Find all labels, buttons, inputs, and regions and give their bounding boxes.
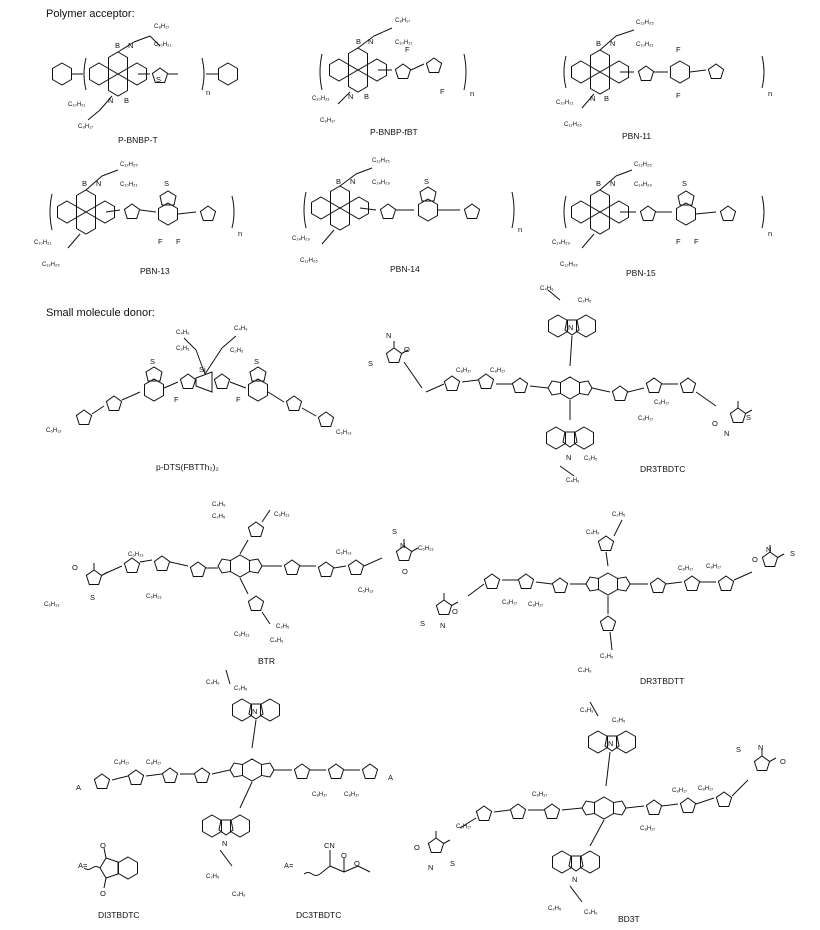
substituent-label: C₆H₁₃ xyxy=(336,550,352,556)
substituent-label: C₂H₅ xyxy=(612,512,626,518)
substituent-label: C₁₀H₂₁ xyxy=(68,102,86,108)
structure-p-bnbp-fbt xyxy=(312,18,474,137)
substituent-label: C₈H₁₇ xyxy=(678,566,694,572)
substituent-label: C₄H₉ xyxy=(232,892,246,898)
substituent-label: C₁₄H₂₉ xyxy=(372,180,390,186)
substituent-label: C₄H₉ xyxy=(212,502,226,508)
atom-label: B xyxy=(115,41,121,50)
substituent-label: C₂H₅ xyxy=(600,654,614,660)
atom-label: N xyxy=(758,743,764,752)
substituent-label: C₄H₉ xyxy=(270,638,284,644)
atom-label: N xyxy=(348,92,354,101)
substituent-label: C₆H₁₃ xyxy=(274,512,290,518)
substituent-label: C₈H₁₇ xyxy=(320,118,336,124)
substituent-label: C₁₂H₂₅ xyxy=(634,162,652,168)
substituent-label: C₈H₁₇ xyxy=(638,416,654,422)
substituent-label: C₁₀H₂₁ xyxy=(395,40,413,46)
atom-label: F xyxy=(236,395,241,404)
substituent-label: C₁₀H₂₁ xyxy=(34,240,52,246)
atom-label: S xyxy=(736,745,742,754)
compound-label-dr3tbdtt: DR3TBDTT xyxy=(640,676,685,686)
atom-label: A xyxy=(76,783,82,792)
atom-label: S xyxy=(150,357,156,366)
atom-label: N xyxy=(128,41,134,50)
atom-label: O xyxy=(414,843,420,852)
section-title-small-molecule: Small molecule donor: xyxy=(46,307,155,319)
atom-label: N xyxy=(572,875,578,884)
substituent-label: C₈H₁₇ xyxy=(528,602,544,608)
a-equals-label: A= xyxy=(284,861,294,870)
atom-label: F xyxy=(676,237,681,246)
atom-label: S xyxy=(682,179,688,188)
substituent-label: C₄H₉ xyxy=(580,708,594,714)
substituent-label: C₂H₅ xyxy=(612,718,626,724)
atom-label: N xyxy=(400,541,406,550)
atom-label: N xyxy=(608,739,614,748)
compound-label-pbn-14: PBN-14 xyxy=(390,264,420,274)
substituent-label: C₁₂H₂₅ xyxy=(42,262,60,268)
atom-label: F xyxy=(174,395,179,404)
substituent-label: C₁₂H₂₅ xyxy=(564,122,582,128)
compound-label-p-bnbp-fbt: P-BNBP-fBT xyxy=(370,127,418,137)
atom-label: S xyxy=(90,593,96,602)
atom-label: O xyxy=(780,757,786,766)
substituent-label: C₂H₅ xyxy=(230,348,244,354)
atom-label: F xyxy=(694,237,699,246)
substituent-label: C₁₂H₂₅ xyxy=(120,162,138,168)
substituent-label: C₄H₉ xyxy=(578,668,592,674)
structure-p-dts-fbtth2-2 xyxy=(46,326,352,472)
substituent-label: C₈H₁₇ xyxy=(456,824,472,830)
structure-btr xyxy=(44,502,434,666)
atom-label: O xyxy=(402,567,408,576)
substituent-label: C₈H₁₇ xyxy=(502,600,518,606)
atom-label: n xyxy=(206,88,211,97)
atom-label: N xyxy=(724,429,730,438)
atom-label: N xyxy=(440,621,446,630)
atom-label: N xyxy=(252,707,258,716)
structure-di3tbdtc xyxy=(76,670,393,920)
atom-label: S xyxy=(392,527,398,536)
atom-label: S xyxy=(156,75,162,84)
section-title-polymer: Polymer acceptor: xyxy=(46,8,135,20)
substituent-label: C₆H₁₃ xyxy=(358,588,374,594)
atom-label: S xyxy=(368,359,374,368)
atom-label: B xyxy=(356,37,362,46)
substituent-label: C₈H₁₇ xyxy=(312,792,328,798)
substituent-label: C₈H₁₇ xyxy=(698,786,714,792)
atom-label: N xyxy=(610,179,616,188)
substituent-label: C₆H₁₃ xyxy=(44,602,60,608)
structure-pbn-14 xyxy=(292,158,522,274)
substituent-label: C₈H₁₇ xyxy=(640,826,656,832)
atom-label: O xyxy=(712,419,718,428)
atom-label: O xyxy=(452,607,458,616)
atom-label: n xyxy=(238,229,243,238)
structure-pbn-15 xyxy=(552,162,772,278)
substituent-label: C₁₄H₂₉ xyxy=(552,240,570,246)
substituent-label: C₈H₁₇ xyxy=(672,788,688,794)
substituent-label: C₁₄H₂₉ xyxy=(292,236,310,242)
atom-label: B xyxy=(596,39,602,48)
atom-label: n xyxy=(768,229,773,238)
structure-dr3tbdtt xyxy=(420,512,795,686)
substituent-label: C₄H₉ xyxy=(540,286,554,292)
atom-label: O xyxy=(354,859,360,868)
substituent-label: C₁₂H₂₅ xyxy=(560,262,578,268)
substituent-label: C₄H₉ xyxy=(206,680,220,686)
atom-label: n xyxy=(768,89,773,98)
substituent-label: C₄H₉ xyxy=(566,478,580,484)
atom-label: B xyxy=(124,96,130,105)
substituent-label: C₁₂H₂₅ xyxy=(636,20,654,26)
atom-label: B xyxy=(82,179,88,188)
structure-bd3t xyxy=(414,702,786,924)
atom-label: S xyxy=(450,859,456,868)
substituent-label: C₆H₁₃ xyxy=(234,632,250,638)
structure-p-bnbp-t xyxy=(53,24,238,145)
compound-label-p-bnbp-t: P-BNBP-T xyxy=(118,135,158,145)
atom-label: S xyxy=(746,413,752,422)
atom-label: O xyxy=(72,563,78,572)
atom-label: B xyxy=(336,177,342,186)
atom-label: N xyxy=(590,94,596,103)
a-equals-label: A= xyxy=(78,861,88,870)
compound-label-dr3tbdtc: DR3TBDTC xyxy=(640,464,686,474)
substituent-label: C₈H₁₇ xyxy=(456,368,472,374)
substituent-label: C₄H₉ xyxy=(176,330,190,336)
substituent-label: C₂H₅ xyxy=(212,514,226,520)
substituent-label: C₈H₁₇ xyxy=(154,24,170,30)
substituent-label: C₁₂H₂₅ xyxy=(300,258,318,264)
substituent-label: C₆H₁₃ xyxy=(46,428,62,434)
substituent-label: C₈H₁₇ xyxy=(706,564,722,570)
atom-label: N xyxy=(96,179,102,188)
substituent-label: C₆H₁₃ xyxy=(128,552,144,558)
atom-label: N xyxy=(566,453,572,462)
substituent-label: C₈H₁₇ xyxy=(114,760,130,766)
substituent-label: C₂H₅ xyxy=(584,456,598,462)
atom-label: N xyxy=(766,545,772,554)
atom-label: O xyxy=(341,851,347,860)
substituent-label: C₈H₁₇ xyxy=(532,792,548,798)
atom-label: Si xyxy=(199,365,206,374)
substituent-label: C₆H₁₃ xyxy=(146,594,162,600)
substituent-label: C₁₀H₂₁ xyxy=(556,100,574,106)
substituent-label: C₁₀H₂₁ xyxy=(120,182,138,188)
substituent-label: C₈H₁₇ xyxy=(395,18,411,24)
atom-label: O xyxy=(100,889,106,898)
atom-label: S xyxy=(164,179,170,188)
atom-label: N xyxy=(368,37,374,46)
substituent-label: C₄H₉ xyxy=(586,530,600,536)
structure-pbn-11 xyxy=(556,20,772,141)
atom-label: N xyxy=(108,96,114,105)
atom-label: B xyxy=(596,179,602,188)
atom-label: O xyxy=(752,555,758,564)
compound-label-di3tbdtc: DI3TBDTC xyxy=(98,910,140,920)
atom-label: O xyxy=(404,345,410,354)
atom-label: N xyxy=(610,39,616,48)
substituent-label: C₁₀H₂₁ xyxy=(312,96,330,102)
compound-label-bd3t: BD3T xyxy=(618,914,640,924)
atom-label: n xyxy=(518,225,523,234)
atom-label: S xyxy=(420,619,426,628)
substituent-label: C₈H₁₇ xyxy=(146,760,162,766)
atom-label: CN xyxy=(324,841,335,850)
substituent-label: C₈H₁₇ xyxy=(654,400,670,406)
substituent-label: C₂H₅ xyxy=(176,346,190,352)
atom-label: B xyxy=(364,92,370,101)
substituent-label: C₆H₁₃ xyxy=(418,546,434,552)
structure-dr3tbdtc xyxy=(368,286,752,484)
atom-label: A xyxy=(388,773,394,782)
substituent-label: C₂H₅ xyxy=(206,874,220,880)
substituent-label: C₂H₅ xyxy=(548,906,562,912)
substituent-label: C₄H₉ xyxy=(584,910,598,916)
atom-label: N xyxy=(428,863,434,872)
compound-label-p-dts: p-DTS(FBTTh₂)₂ xyxy=(156,462,219,472)
compound-label-dc3tbdtc: DC3TBDTC xyxy=(296,910,342,920)
structure-pbn-13 xyxy=(34,162,242,276)
atom-label: B xyxy=(604,94,610,103)
substituent-label: C₈H₁₇ xyxy=(344,792,360,798)
atom-label: S xyxy=(424,177,430,186)
atom-label: F xyxy=(405,45,410,54)
atom-label: N xyxy=(568,323,574,332)
substituent-label: C₁₀H₂₁ xyxy=(154,42,172,48)
atom-label: F xyxy=(176,237,181,246)
atom-label: F xyxy=(676,91,681,100)
atom-label: F xyxy=(158,237,163,246)
atom-label: n xyxy=(470,89,475,98)
compound-label-pbn-15: PBN-15 xyxy=(626,268,656,278)
substituent-label: C₁₂H₂₅ xyxy=(372,158,390,164)
compound-label-pbn-11: PBN-11 xyxy=(622,131,652,141)
atom-label: S xyxy=(790,549,796,558)
atom-label: N xyxy=(386,331,392,340)
substituent-label: C₁₄H₂₉ xyxy=(634,182,652,188)
compound-label-btr: BTR xyxy=(258,656,275,666)
atom-label: N xyxy=(350,177,356,186)
substituent-label: C₁₀H₂₁ xyxy=(636,42,654,48)
atom-label: F xyxy=(676,45,681,54)
substituent-label: C₄H₉ xyxy=(234,326,248,332)
atom-label: O xyxy=(100,841,106,850)
atom-label: F xyxy=(440,87,445,96)
substituent-label: C₈H₁₇ xyxy=(490,368,506,374)
substituent-label: C₂H₅ xyxy=(276,624,290,630)
atom-label: N xyxy=(222,839,228,848)
substituent-label: C₆H₁₃ xyxy=(336,430,352,436)
compound-label-pbn-13: PBN-13 xyxy=(140,266,170,276)
substituent-label: C₈H₁₇ xyxy=(78,124,94,130)
substituent-label: C₂H₅ xyxy=(578,298,592,304)
substituent-label: C₂H₅ xyxy=(234,686,248,692)
atom-label: S xyxy=(254,357,260,366)
